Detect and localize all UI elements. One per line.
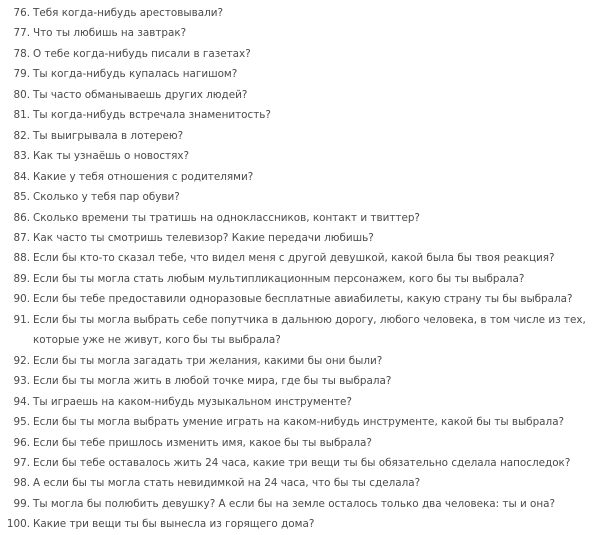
- question-number: 84.: [13, 170, 30, 183]
- list-item: [0, 514, 600, 534]
- list-item: [0, 228, 600, 248]
- question-text: Если бы тебе оставалось жить 24 часа, какие три вещи ты бы обязательно сделала напоследок?: [33, 456, 571, 469]
- list-item: [0, 289, 600, 309]
- list-item: [0, 351, 600, 371]
- question-text: Сколько у тебя пар обуви?: [33, 191, 180, 204]
- question-text: Если бы тебе предоставили одноразовые бесплатные авиабилеты, какую страну ты бы выбрала?: [33, 293, 573, 306]
- question-number: 79.: [13, 68, 30, 81]
- question-text: Если бы ты могла жить в любой точке мира, где бы ты выбрала?: [33, 375, 392, 388]
- question-number: 91.: [13, 313, 30, 326]
- list-item: [0, 3, 600, 23]
- question-number: 99.: [13, 497, 30, 510]
- question-text: Ты выигрывала в лотерею?: [33, 129, 184, 142]
- question-text: Ты когда-нибудь встречала знаменитость?: [33, 109, 271, 122]
- list-item: [0, 64, 600, 84]
- question-text: Что ты любишь на завтрак?: [33, 27, 187, 40]
- list-item: [0, 453, 600, 473]
- question-number: 100.: [6, 518, 30, 531]
- question-number: 80.: [13, 88, 30, 101]
- question-text: О тебе когда-нибудь писали в газетах?: [33, 47, 251, 60]
- question-text: Ты могла бы полюбить девушку? А если бы на земле осталось только два человека: ты и она?: [33, 497, 556, 510]
- question-number: 93.: [13, 375, 30, 388]
- question-text: Если бы тебе пришлось изменить имя, какое бы ты выбрала?: [33, 436, 372, 449]
- list-item: [0, 473, 600, 493]
- list-item: [0, 371, 600, 391]
- list-item: [0, 494, 600, 514]
- question-number: 95.: [13, 416, 30, 429]
- question-number: 78.: [13, 47, 30, 60]
- question-text: Если бы ты могла стать любым мультипликационным персонажем, кого бы ты выбрала?: [33, 272, 525, 285]
- question-text: Если бы ты могла загадать три желания, какими бы они были?: [33, 354, 383, 367]
- question-text: Тебя когда-нибудь арестовывали?: [33, 7, 224, 19]
- question-number: 88.: [13, 252, 30, 265]
- list-item: [0, 105, 600, 125]
- question-text: Ты часто обманываешь других людей?: [33, 88, 248, 101]
- question-number: 81.: [13, 109, 30, 122]
- question-text: Если бы ты могла выбрать умение играть на каком-нибудь инструменте, какой бы ты выбрала?: [33, 416, 565, 429]
- question-number: 90.: [13, 293, 30, 306]
- list-item: [0, 23, 600, 43]
- list-item: [0, 269, 600, 289]
- list-item: [0, 208, 600, 228]
- question-text: Если бы кто-то сказал тебе, что видел меня с другой девушкой, какой была бы твоя реакция?: [33, 252, 555, 265]
- list-item: [0, 433, 600, 453]
- question-number: 96.: [13, 436, 30, 449]
- question-number: 87.: [13, 231, 30, 244]
- list-item: [0, 126, 600, 146]
- question-text: Если бы ты могла выбрать себе попутчика в дальнюю дорогу, любого человека, в том числе из тех, которые уже не живут, кого бы ты выбрала?: [33, 313, 586, 347]
- list-item: [0, 85, 600, 105]
- question-number: 92.: [13, 354, 30, 367]
- question-number: 77.: [13, 27, 30, 40]
- question-text: Ты играешь на каком-нибудь музыкальном инструменте?: [33, 395, 352, 408]
- question-number: 97.: [13, 456, 30, 469]
- question-text: А если бы ты могла стать невидимкой на 24 часа, что бы ты сделала?: [33, 477, 421, 490]
- list-item: [0, 412, 600, 432]
- question-number: 85.: [13, 191, 30, 204]
- question-text: Какие три вещи ты бы вынесла из горящего дома?: [33, 518, 315, 531]
- question-number: 82.: [13, 129, 30, 142]
- question-number: 89.: [13, 272, 30, 285]
- list-item: [0, 310, 600, 351]
- question-text: Какие у тебя отношения с родителями?: [33, 170, 254, 183]
- list-item: [0, 146, 600, 166]
- question-text: Ты когда-нибудь купалась нагишом?: [33, 68, 238, 81]
- question-number: 98.: [13, 477, 30, 490]
- question-number: 86.: [13, 211, 30, 224]
- question-list: [0, 3, 600, 535]
- list-item: [0, 44, 600, 64]
- list-item: [0, 187, 600, 207]
- question-number: 83.: [13, 150, 30, 163]
- question-text: Как часто ты смотришь телевизор? Какие передачи любишь?: [33, 231, 374, 244]
- list-item: [0, 167, 600, 187]
- question-number: 94.: [13, 395, 30, 408]
- question-text: Сколько времени ты тратишь на одноклассников, контакт и твиттер?: [33, 211, 420, 224]
- question-text: Как ты узнаёшь о новостях?: [33, 150, 190, 163]
- list-item: [0, 248, 600, 268]
- question-number: 76.: [13, 7, 30, 19]
- list-item: [0, 392, 600, 412]
